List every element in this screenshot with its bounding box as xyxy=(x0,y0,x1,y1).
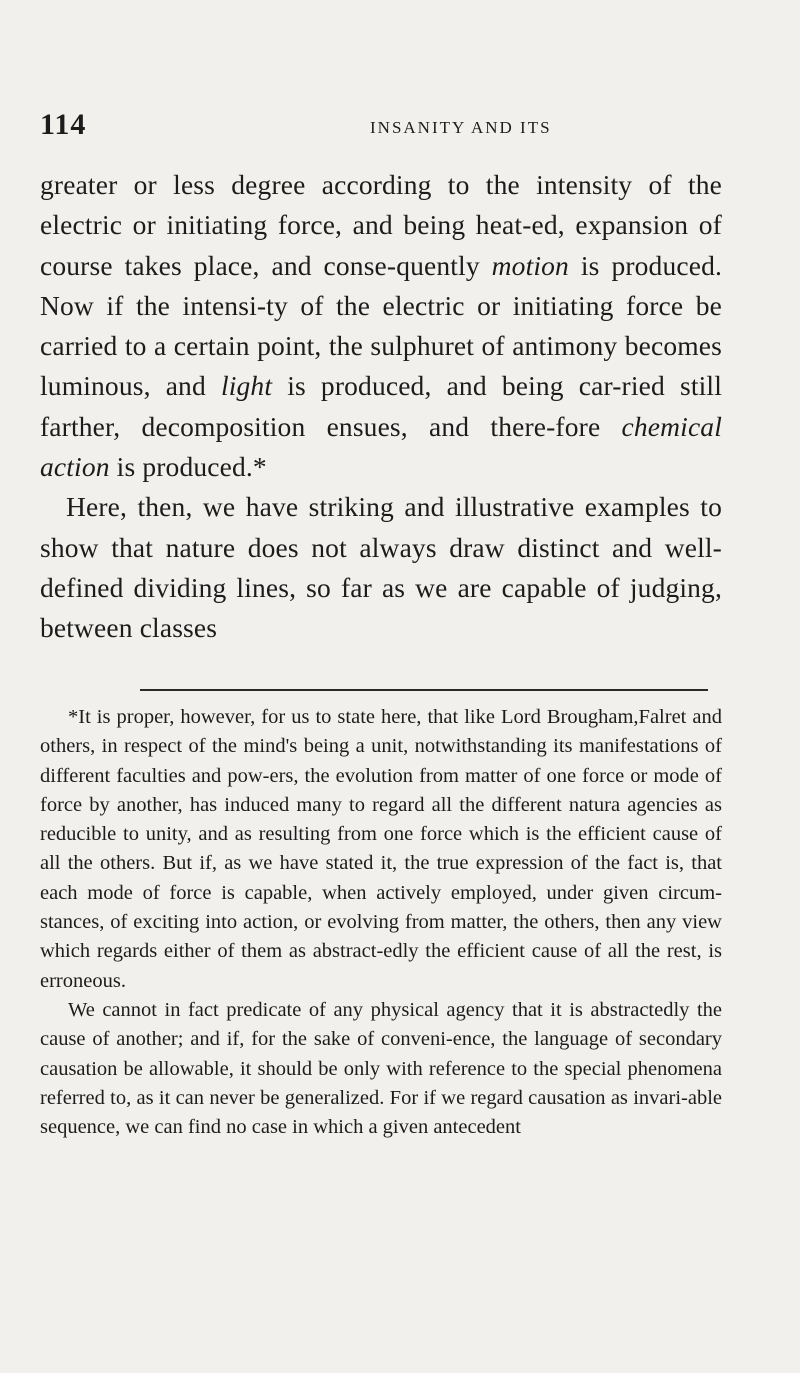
footnote-paragraph-1: *It is proper, however, for us to state here, that like Lord Brougham,Falret and others, in respect of the mind's being a unit, notwithstanding its manifestations of different faculties and pow-ers, the evolution from matter of one force or mode of force by another, has induced many to regard all the different natura agencies as reducible to unity, and as resulting from one force which is the efficient cause of all the others. But if, as we have stated it, the true expression of the fact is, that each mode of force is capable, when actively employed, under given circum-stances, of exciting into action, or evolving from matter, the others, then any view which regards either of them as abstract-edly the efficient cause of all the rest, is erroneous. xyxy=(40,706,722,992)
body-paragraph-2: Here, then, we have striking and illustrative examples to show that nature does not always draw distinct and well-defined dividing lines, so far as we are capable of judging, between classes xyxy=(40,491,722,644)
running-head: INSANITY AND ITS xyxy=(370,118,552,137)
main-text xyxy=(40,165,722,649)
page-header xyxy=(40,108,740,148)
page-number: 114 xyxy=(40,108,87,141)
emphasis-chemical-action: chemical action xyxy=(40,410,722,483)
footnote xyxy=(40,703,722,1142)
emphasis-light: light xyxy=(220,370,273,402)
footnote-paragraph-2: We cannot in fact predicate of any physical agency that it is abstractedly the cause of another; and if, for the sake of conveni-ence, the language of secondary causation be allowable, it should be only with reference to the special phenomena referred to, as it can never be generalized. For if we regard causation as invari-able sequence, we can find no case in which a given antecedent xyxy=(40,998,722,1139)
body-paragraph-1: greater or less degree according to the intensity of the electric or initiating force, and being heat-ed, expansion of course takes place, and conse-quently motion is produced. Now if the intensi-ty of the electric or initiating force be carried to a certain point, the sulphuret of antimony becomes luminous, and light is produced, and being car-ried still farther, decomposition ensues, and there-fore chemical action is produced.* xyxy=(40,169,722,483)
emphasis-motion: motion xyxy=(491,249,569,281)
footnote-divider xyxy=(140,689,708,691)
